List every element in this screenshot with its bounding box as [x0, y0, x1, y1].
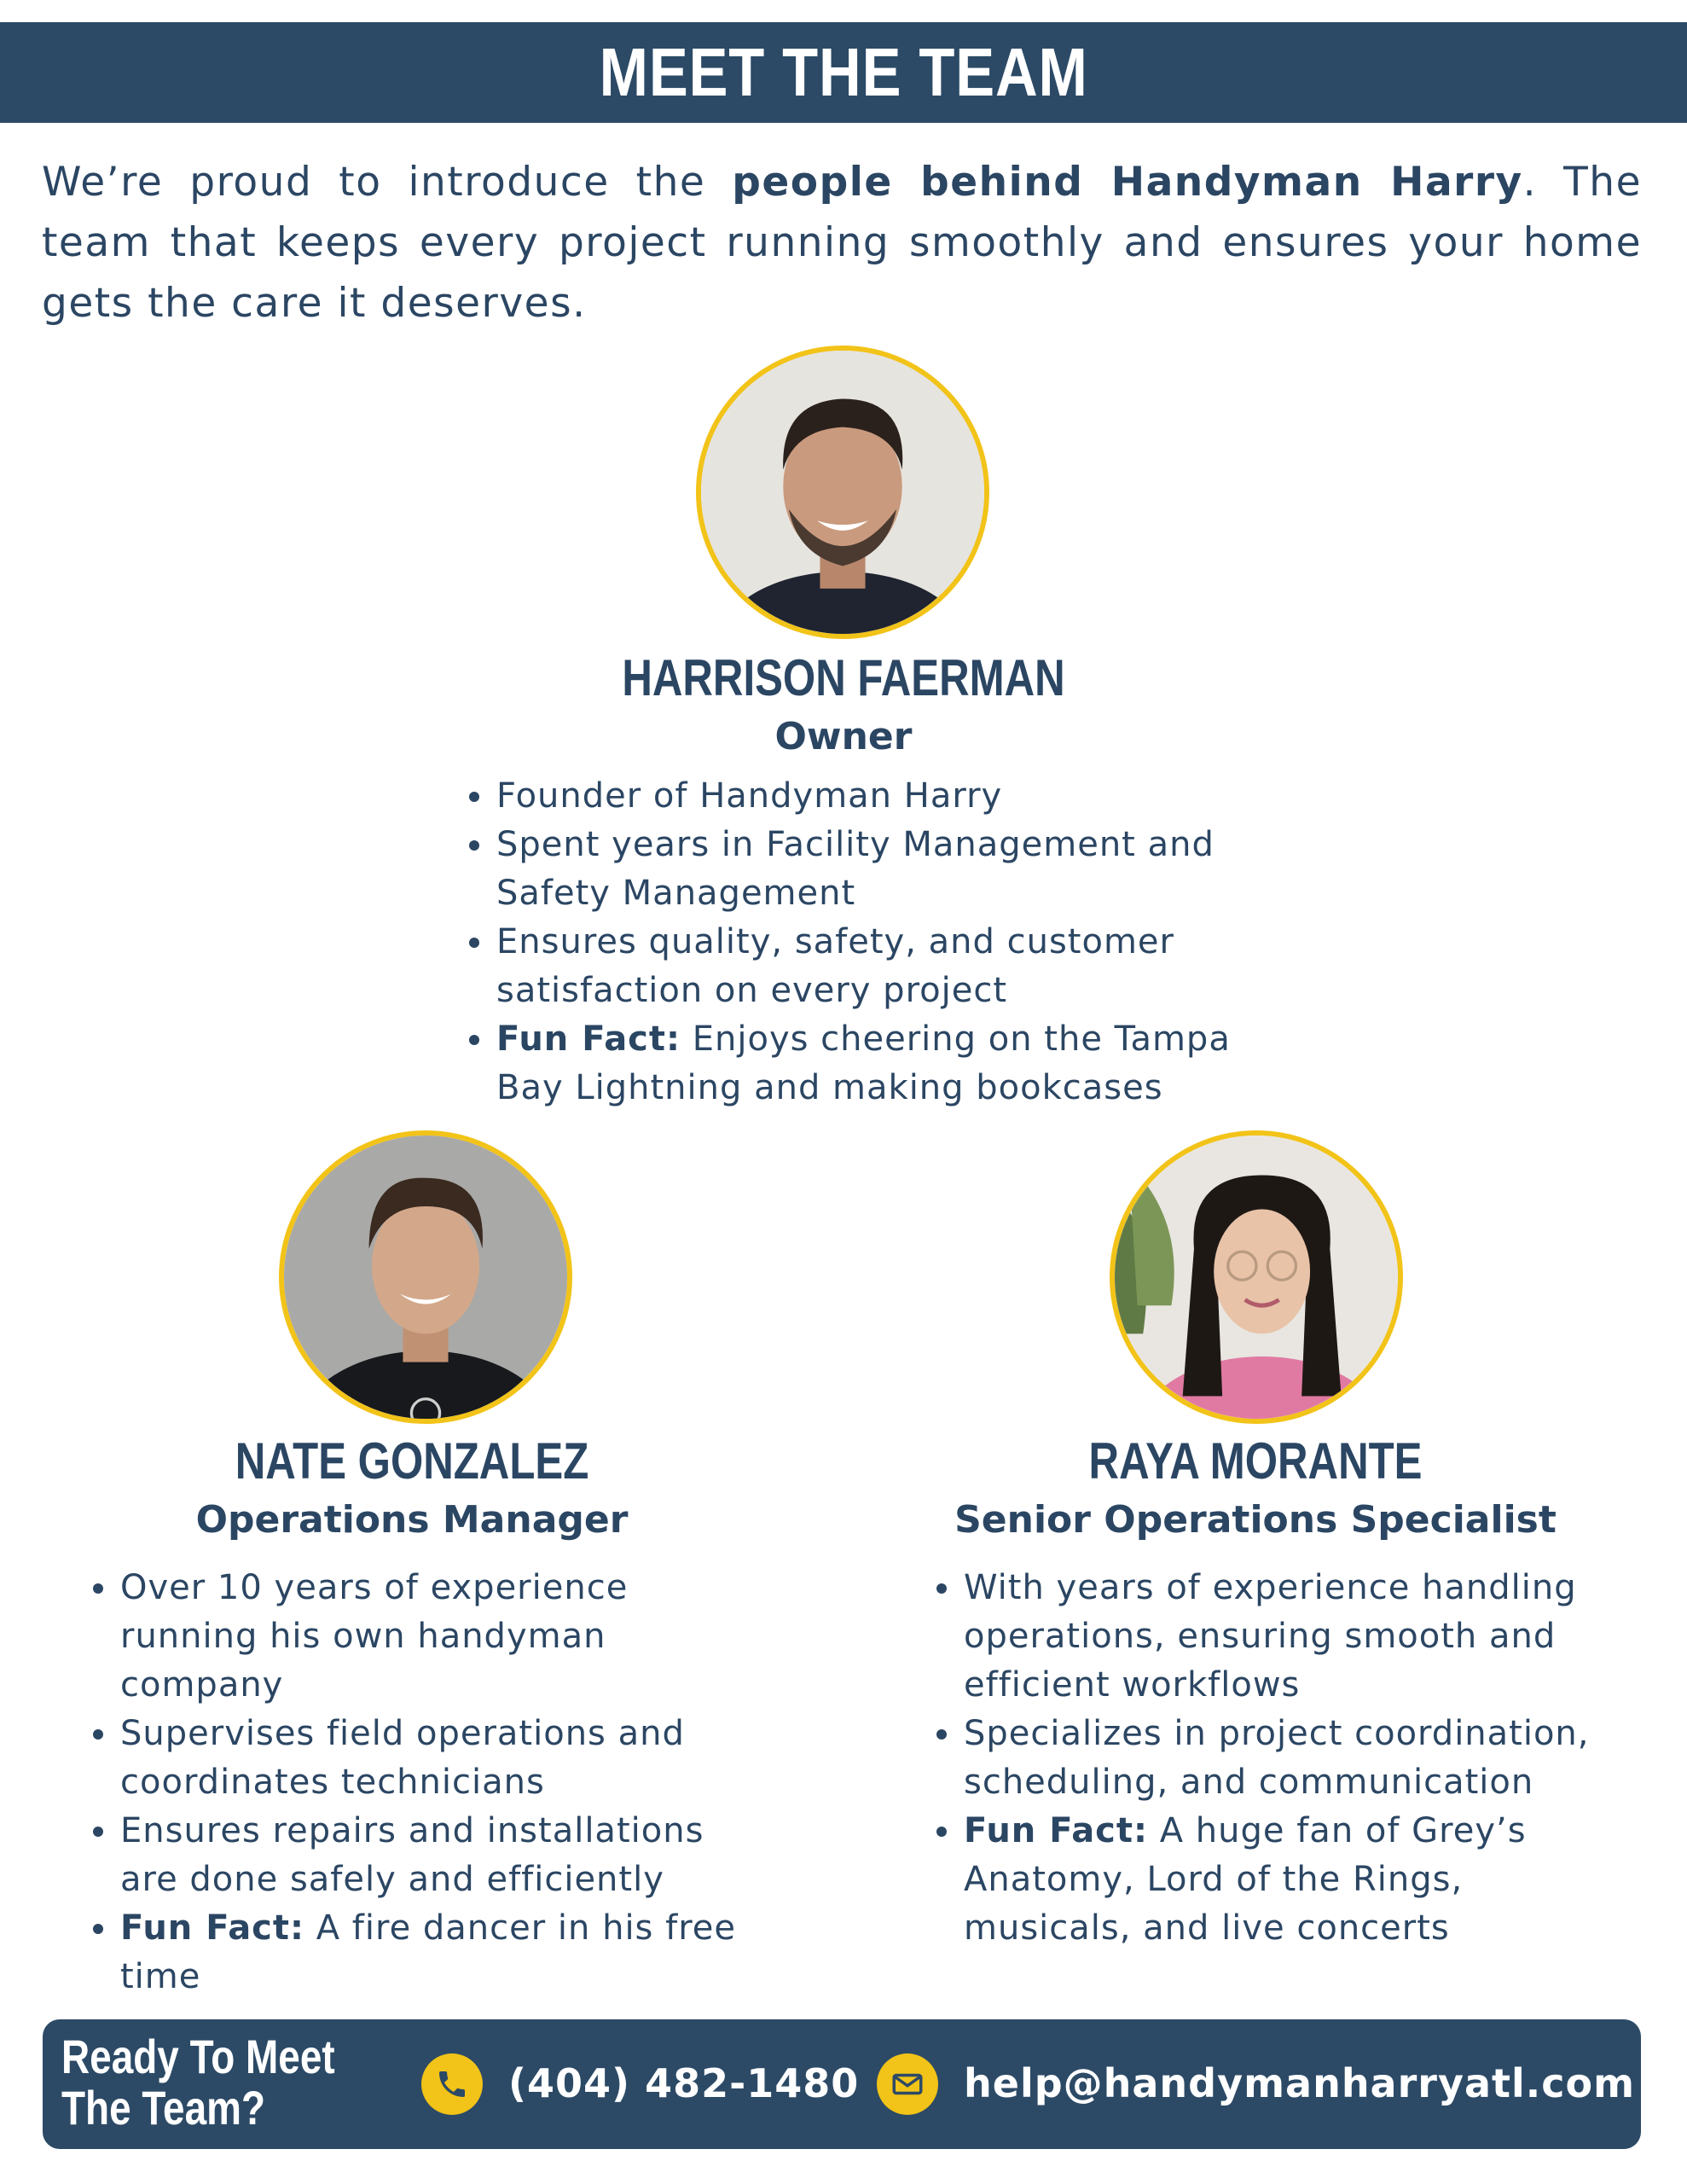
fun-fact-text: A fire dancer in his free time [120, 1908, 736, 1996]
fun-fact-label: Fun Fact: [496, 1019, 681, 1059]
fun-fact-label: Fun Fact: [964, 1811, 1149, 1850]
list-item: Founder of Handyman Harry [466, 772, 1267, 821]
nate-bullet-list [90, 1564, 755, 2001]
cta-line-1: Ready To Meet [61, 2030, 335, 2083]
raya-role: Senior Operations Specialist [954, 1498, 1557, 1542]
nate-role: Operations Manager [195, 1498, 629, 1542]
raya-avatar [1110, 1130, 1403, 1424]
nate-name: NATE GONZALEZ [235, 1432, 589, 1490]
cta-line-2: The Team? [61, 2081, 266, 2135]
list-item [466, 1015, 1267, 1112]
intro-text-start: We’re proud to introduce the [42, 159, 733, 206]
list-item: Over 10 years of experience running his own handyman company [90, 1564, 755, 1710]
page-title: MEET THE TEAM [599, 34, 1088, 110]
header-bar [0, 22, 1687, 123]
owner-name: HARRISON FAERMAN [622, 649, 1065, 706]
owner-photo [701, 351, 984, 634]
list-item: Spent years in Facility Management and Safety Management [466, 821, 1267, 918]
owner-avatar [696, 346, 989, 639]
nate-avatar [279, 1130, 572, 1424]
phone-number[interactable]: (404) 482-1480 [508, 2060, 860, 2106]
list-item: Ensures quality, safety, and customer satisfaction on every project [466, 918, 1267, 1015]
footer-contact-bar [43, 2019, 1641, 2149]
fun-fact-text: A huge fan of Grey’s Anatomy, Lord of the Rings, musicals, and live concerts [964, 1811, 1527, 1948]
fun-fact-text: Enjoys cheering on the Tampa Bay Lightning and making bookcases [496, 1019, 1231, 1107]
intro-paragraph [42, 152, 1642, 334]
raya-bullet-list [933, 1564, 1632, 1953]
cta-heading [61, 2031, 355, 2134]
list-item [933, 1807, 1632, 1953]
raya-photo [1115, 1136, 1398, 1419]
phone-icon [421, 2053, 483, 2115]
envelope-icon [877, 2053, 938, 2115]
list-item [90, 1904, 755, 2001]
list-item: Ensures repairs and installations are done safely and efficiently [90, 1807, 755, 1904]
owner-role: Owner [774, 715, 913, 758]
list-item: Supervises field operations and coordinates technicians [90, 1710, 755, 1807]
email-address[interactable]: help@handymanharryatl.com [964, 2060, 1636, 2106]
fun-fact-label: Fun Fact: [120, 1908, 305, 1948]
list-item: Specializes in project coordination, scheduling, and communication [933, 1710, 1632, 1807]
intro-text-end: . The team that keeps every project running smoothly and ensures your home gets the care it deserves. [42, 159, 1643, 327]
owner-bullet-list [466, 772, 1267, 1112]
raya-name: RAYA MORANTE [1088, 1432, 1423, 1490]
list-item: With years of experience handling operations, ensuring smooth and efficient workflows [933, 1564, 1632, 1710]
intro-text-bold: people behind Handyman Harry [732, 159, 1523, 206]
nate-photo [284, 1136, 567, 1419]
